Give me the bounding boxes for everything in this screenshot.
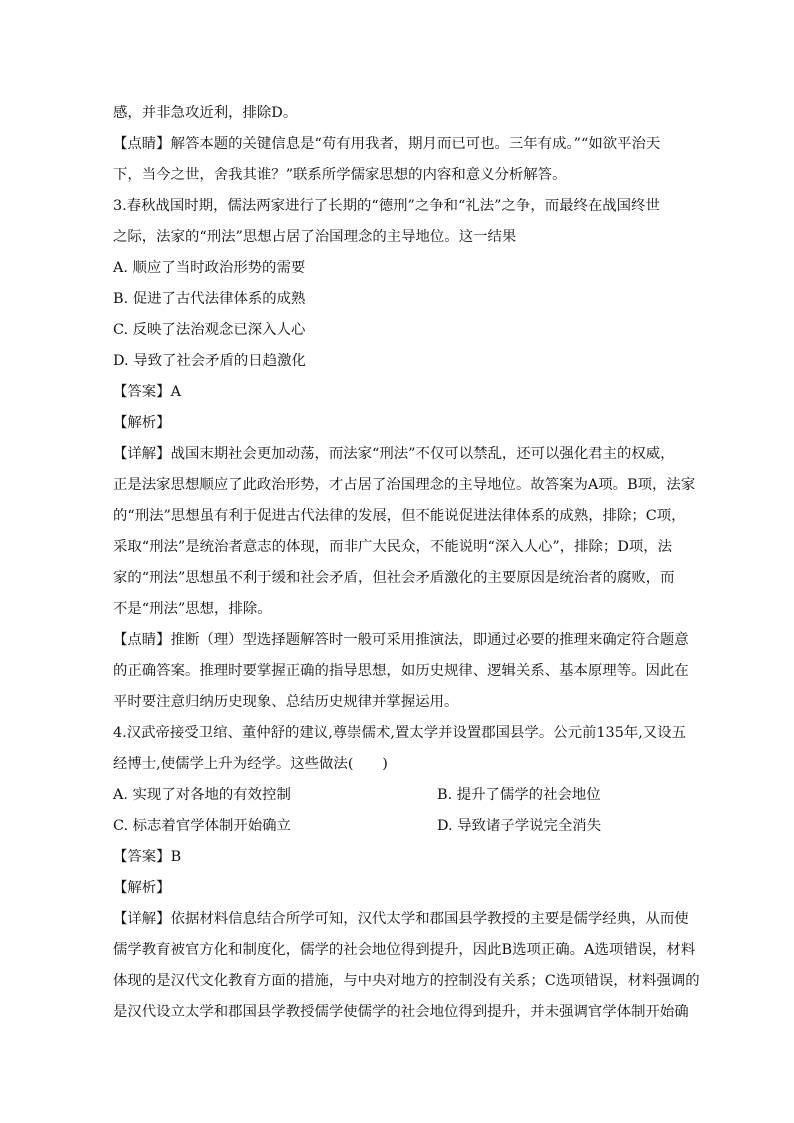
comment-line: 【点睛】解答本题的关键信息是“苟有用我者，期月而已可也。三年有成。”“如欲平治天 [113,136,661,152]
detail-line: 正是法家思想顺应了此政治形势，才占居了治国理念的主导地位。故答案为A项。B项，法家 [113,477,696,493]
detail-line: 儒学教育被官方化和制度化，儒学的社会地位得到提升，因此B选项正确。A选项错误，材料 [113,942,696,958]
answer-label: 【答案】A [113,384,181,400]
detail-line: 体现的是汉代文化教育方面的措施，与中央对地方的控制没有关系；C选项错误，材料强调的 [113,973,700,989]
question-3-option-d: D. 导致了社会矛盾的日趋激化 [113,353,306,369]
question-3-option-b: B. 促进了古代法律体系的成熟 [113,291,306,307]
question-4-option-a: A. 实现了对各地的有效控制 [113,787,291,803]
question-4-option-c: C. 标志着官学体制开始确立 [113,818,291,834]
document-page [113,98,700,1028]
answer-label: 【答案】B [113,849,182,865]
text-line: 感，并非急攻近利，排除D。 [113,105,298,121]
question-3-stem-cont: 之际，法家的“刑法”思想占居了治国理念的主导地位。这一结果 [113,229,517,245]
comment-line: 的正确答案。推理时要掌握正确的指导思想，如历史规律、逻辑关系、基本原理等。因此在 [113,663,689,679]
question-4-option-b: B. 提升了儒学的社会地位 [437,787,601,803]
question-4-option-d: D. 导致诸子学说完全消失 [437,818,602,834]
detail-line: 不是“刑法”思想，排除。 [113,601,272,617]
question-4-stem-cont: 经博士,使儒学上升为经学。这些做法( ) [113,756,388,772]
detail-line: 【详解】战国末期社会更加动荡，而法家“刑法”不仅可以禁乱，还可以强化君主的权威， [113,446,675,462]
comment-line: 【点睛】推断（理）型选择题解答时一般可采用推演法，即通过必要的推理来确定符合题意 [113,632,689,648]
comment-line: 平时要注意归纳历史现象、总结历史规律并掌握运用。 [113,694,459,710]
detail-line: 是汉代设立太学和郡国县学教授儒学使儒学的社会地位得到提升，并未强调官学体制开始确 [113,1004,689,1020]
detail-line: 采取“刑法”是统治者意志的体现，而非广大民众，不能说明“深入人心”，排除；D项，法 [113,539,673,555]
question-4-options-row-1 [113,780,683,811]
question-3-option-c: C. 反映了法治观念已深入人心 [113,322,306,338]
detail-line: 【详解】依据材料信息结合所学可知，汉代太学和郡国县学教授的主要是儒学经典，从而使 [113,911,689,927]
analysis-label: 【解析】 [113,880,171,896]
question-4-stem: 4.汉武帝接受卫绾、董仲舒的建议,尊崇儒术,置太学并设置郡国县学。公元前135年,又设五 [113,725,686,741]
question-3-option-a: A. 顺应了当时政治形势的需要 [113,260,306,276]
analysis-label: 【解析】 [113,415,171,431]
question-4-options-row-2 [113,811,683,842]
text-line: 下，当今之世，舍我其谁？”联系所学儒家思想的内容和意义分析解答。 [113,167,567,183]
detail-line: 家的“刑法”思想虽不利于缓和社会矛盾，但社会矛盾激化的主要原因是统治者的腐败，而 [113,570,675,586]
detail-line: 的“刑法”思想虽有利于促进古代法律的发展，但不能说促进法律体系的成熟，排除；C项， [113,508,686,524]
question-3-stem: 3.春秋战国时期，儒法两家进行了长期的“德刑”之争和“礼法”之争，而最终在战国终世 [113,198,660,214]
